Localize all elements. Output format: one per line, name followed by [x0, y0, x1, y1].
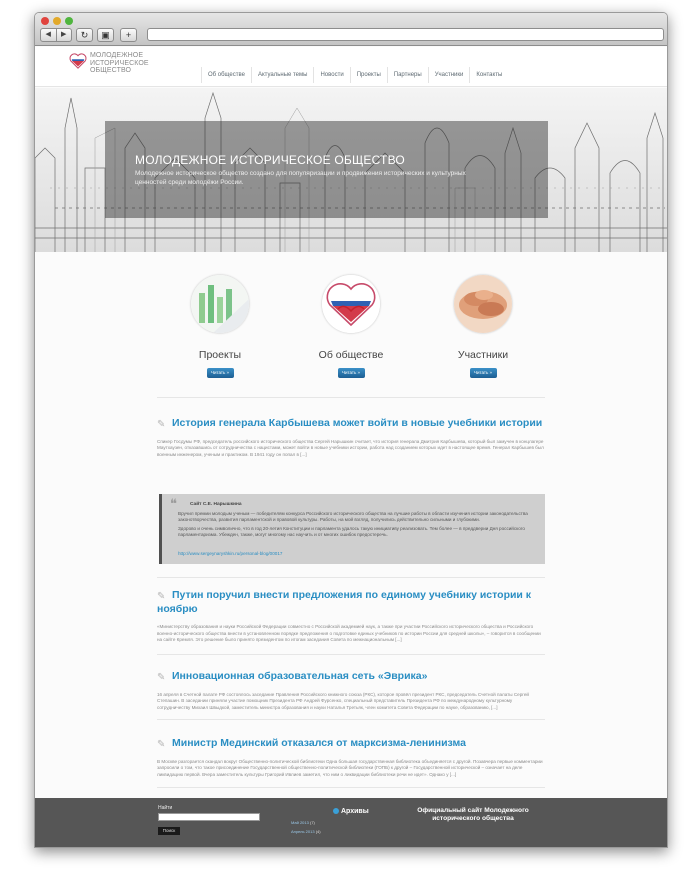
hero-subtitle: Молодежное историческое общество создано для популяризации и продвижения исторических и культурных ценностей среди молодёжи России. [135, 170, 466, 186]
feature-about [306, 275, 396, 379]
archive-count: (4) [315, 829, 321, 834]
pencil-icon: ✎ [157, 591, 166, 602]
read-more-button[interactable]: Читать » [338, 368, 365, 378]
site-header [35, 47, 667, 87]
pencil-icon: ✎ [157, 739, 166, 750]
article-title-text[interactable]: Путин поручил внести предложения по единому учебнику истории к ноябрю [157, 589, 532, 615]
reload-icon[interactable]: ↻ [76, 28, 93, 42]
search-input[interactable] [158, 813, 260, 821]
menu-item-contacts[interactable]: Контакты [469, 67, 508, 83]
forward-arrow-icon[interactable]: ▶ [61, 31, 67, 38]
article-excerpt: Спикер Госдумы РФ, председатель российского исторического общества Сергей Нарышкин считает, что история генерала Дмитрия Карбышева, который был замучен в концлагере Маутхаузен, отказавшись от сотрудничества с нацистами, может войти в новые учебники истории, работа над созданием которых идет в настоящее время. Генерал Карбышев был военным инженером, ученым и практиком. В 1941 году он попал в [...] [157, 438, 544, 457]
divider [157, 654, 545, 655]
address-bar[interactable] [147, 28, 664, 41]
quote-icon: ❝ [170, 497, 177, 512]
feature-projects [175, 275, 265, 379]
divider [157, 577, 545, 578]
menu-item-projects[interactable]: Проекты [350, 67, 387, 83]
archives-list [291, 818, 321, 836]
quote-author: Сайт С.Е. Нарышкина [190, 502, 242, 507]
archive-count: (7) [309, 820, 315, 825]
archive-item[interactable] [291, 827, 321, 836]
members-thumbnail[interactable] [454, 275, 512, 333]
image-icon[interactable]: ▣ [97, 28, 114, 42]
article-excerpt: «Министерству образования и науки Российской Федерации совместно с Российской академией наук, а также при участии Российского исторического общества и Российского военно-исторического общества внести в установленном порядке предложения о подготовке единых учебников по истории России для средней школы», – говорится в сообщении на сайте Кремля. Это решение было принято президентом по итогам заседания Совета по межнациональным [...] [157, 624, 541, 642]
divider [157, 719, 545, 720]
heart-logo-icon[interactable] [69, 53, 87, 69]
search-button[interactable]: Поиск [158, 827, 180, 835]
divider [157, 397, 545, 398]
article-title[interactable] [157, 417, 545, 431]
quote-paragraph: Вручил премии молодым ученым — победителям конкурса Российского исторического общества на лучшие работы в области изучения истории законодательства законотворчества, развития парламентской и правовой культуры. Работы, на мой взгляд, получились действительно сильными и глубокими. [178, 511, 528, 522]
article-medinsky [157, 737, 545, 778]
feature-title: Об обществе [318, 349, 384, 361]
features-row [35, 275, 667, 385]
logo-line: МОЛОДЕЖНОЕ [90, 52, 144, 59]
article-excerpt: 16 апреля в Счетной палате РФ состоялось заседание Правления Российского книжного союза (РКС), которое провёл президент РКС, председатель Счетной палаты Сергей Степашин. В заседании приняли участие помощник Президента РФ Андрей Фурсенко, специальный представитель Президента РФ по международному культурному сотрудничеству Михаил Швыдкой, заместитель министра образования и науки Наталья Третьяк, член комитета Совета Федерации по науке, образованию, [...] [157, 691, 529, 710]
feature-title: Участники [457, 349, 509, 361]
quote-link[interactable]: http://www.sergeynaryshkin.ru/personal-blog/00017 [178, 551, 283, 556]
menu-item-topics[interactable]: Актуальные темы [251, 67, 314, 83]
pencil-icon: ✎ [157, 672, 166, 683]
divider [157, 787, 545, 788]
archive-icon [333, 808, 339, 814]
article-title[interactable] [157, 670, 545, 684]
menu-item-partners[interactable]: Партнеры [387, 67, 428, 83]
article-evrika [157, 670, 545, 711]
browser-toolbar [35, 13, 667, 46]
archive-item[interactable] [291, 818, 321, 827]
official-site-text: Официальный сайт Молодежного исторического общества [417, 807, 529, 822]
about-thumbnail[interactable] [322, 275, 380, 333]
site-footer [35, 798, 667, 848]
feature-title: Проекты [198, 349, 242, 361]
archive-month[interactable]: Апрель 2013 [291, 829, 315, 834]
archives-heading [333, 808, 369, 815]
minimize-window-button[interactable] [53, 17, 61, 25]
article-title-text[interactable]: Инновационная образовательная сеть «Эврика» [172, 670, 428, 682]
main-menu [201, 67, 508, 83]
article-putin-textbook [157, 589, 545, 644]
hero-banner [35, 88, 667, 252]
site-logo-text[interactable] [90, 52, 149, 75]
new-tab-icon[interactable]: + [120, 28, 137, 42]
history-buttons [40, 28, 72, 42]
article-title[interactable] [157, 589, 545, 616]
browser-window [34, 12, 668, 848]
close-window-button[interactable] [41, 17, 49, 25]
projects-thumbnail[interactable] [191, 275, 249, 333]
menu-item-about[interactable]: Об обществе [201, 67, 251, 83]
read-more-button[interactable]: Читать » [207, 368, 234, 378]
logo-line: ОБЩЕСТВО [90, 67, 132, 74]
web-page [35, 47, 667, 848]
menu-item-news[interactable]: Новости [313, 67, 349, 83]
menu-item-members[interactable]: Участники [428, 67, 470, 83]
zoom-window-button[interactable] [65, 17, 73, 25]
hero-title: МОЛОДЕЖНОЕ ИСТОРИЧЕСКОЕ ОБЩЕСТВО [135, 153, 405, 167]
article-excerpt: В Москве разгорается скандал вокруг Общественно-политической библиотеки Одна большая государственная библиотека объединяется с другой. Позавчера первые комментарии запросили о том, что такое присоединение Государственной общественно-политической библиотеки (ГОПБ) к другой – Государственной исторической – означает на деле ликвидацию первой. Вчера заместитель культуры Григорий Ивлиев заметил, что ним о ликвидации библиотеки речи не идет». Однако у [...] [157, 758, 543, 777]
blockquote [159, 494, 545, 564]
logo-line: ИСТОРИЧЕСКОЕ [90, 59, 149, 67]
pencil-icon: ✎ [157, 419, 166, 430]
archive-month[interactable]: Май 2013 [291, 820, 309, 825]
archives-title: Архивы [341, 808, 369, 815]
quote-paragraph: Здорово и очень символично, что в год 20-летия Конституции и парламента удалось такую инициативу реализовать. Тем более — в преддверии Дня российского парламентаризма. Убежден, также, могут многому нас научить и от многих ошибок предостеречь. [178, 526, 525, 537]
search-label: Найти [158, 805, 173, 811]
article-karbyshev [157, 417, 545, 458]
feature-members [438, 275, 528, 379]
article-title[interactable] [157, 737, 545, 751]
back-arrow-icon[interactable]: ◀ [41, 29, 57, 41]
article-title-text[interactable]: История генерала Карбышева может войти в новые учебники истории [172, 417, 543, 429]
article-title-text[interactable]: Министр Мединский отказался от марксизма-ленинизма [172, 737, 466, 749]
quote-text [178, 511, 538, 541]
read-more-button[interactable]: Читать » [470, 368, 497, 378]
